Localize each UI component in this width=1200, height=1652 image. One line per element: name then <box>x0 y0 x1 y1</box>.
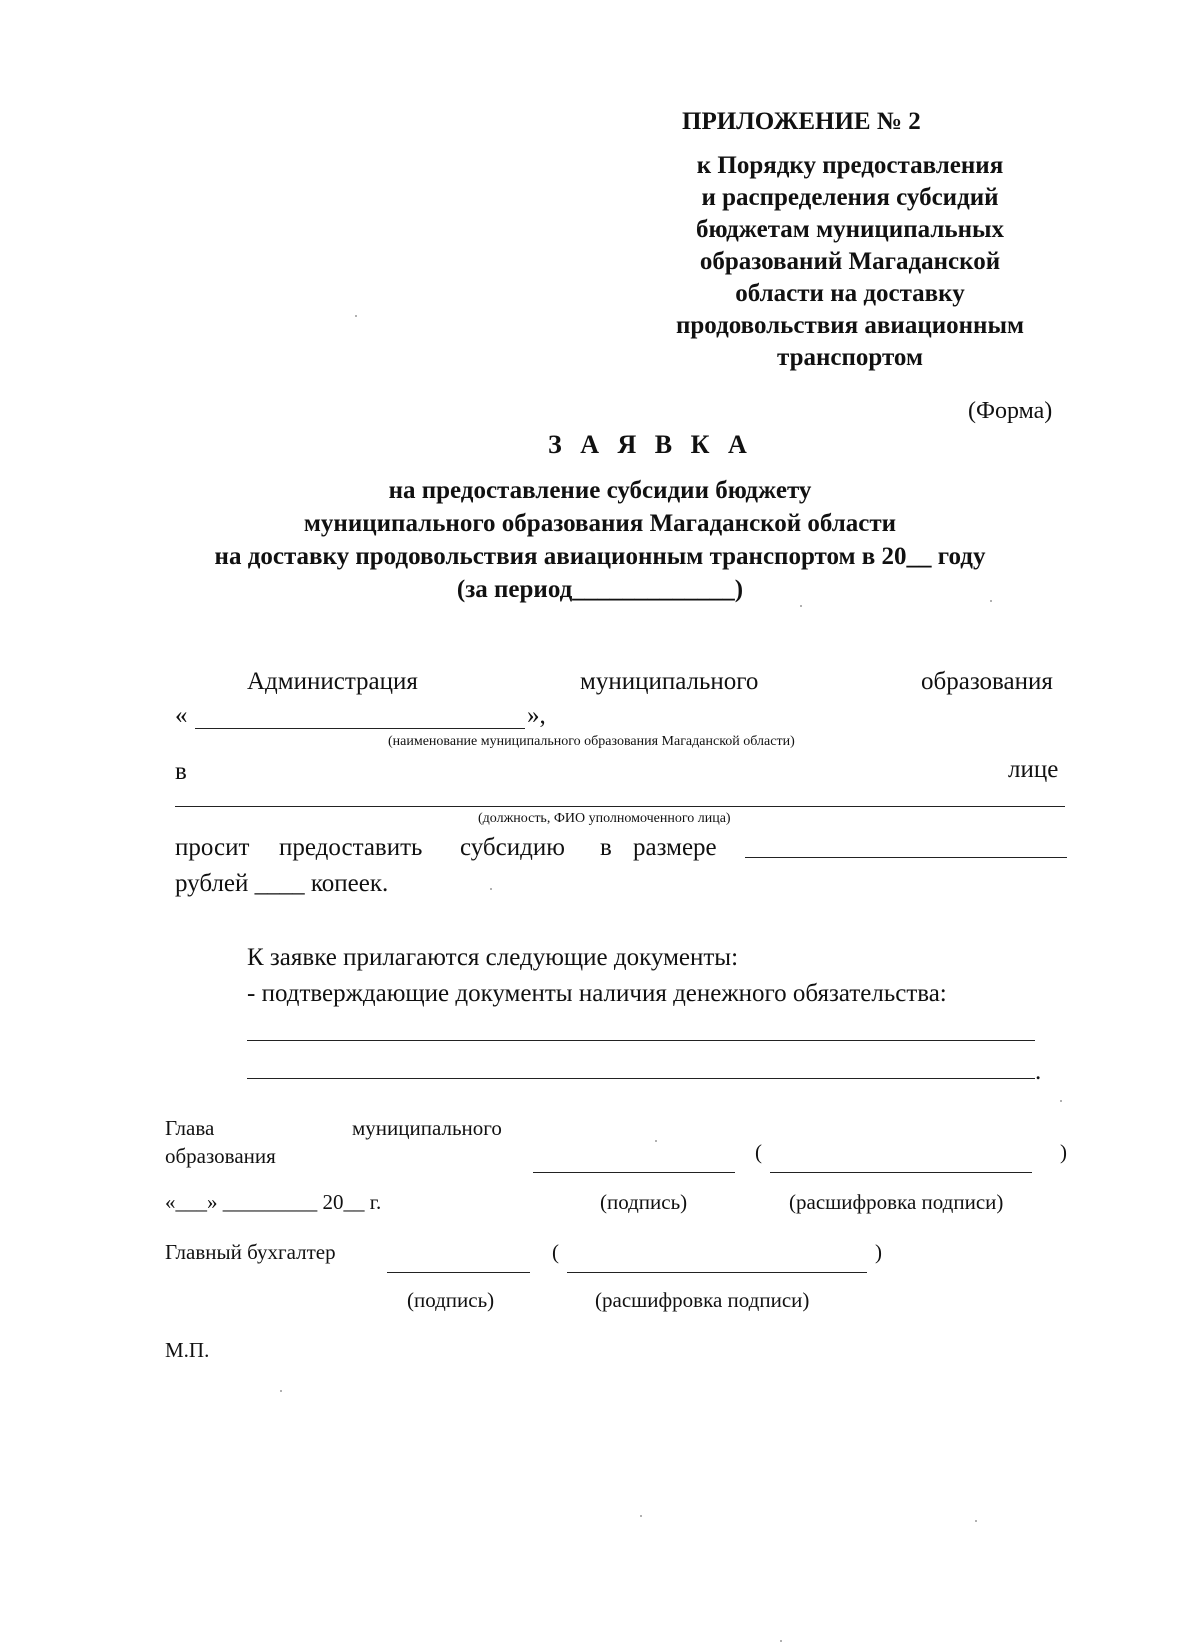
head-formation-word: образования <box>165 1144 276 1168</box>
accountant-decoding-caption: (расшифровка подписи) <box>595 1288 810 1312</box>
appendix-line: к Порядку предоставления <box>696 152 1004 179</box>
attachments-intro: К заявке прилагаются следующие документы: <box>247 944 739 971</box>
accountant-paren-close: ) <box>875 1240 882 1264</box>
v-word: в <box>175 758 187 785</box>
scan-speck <box>355 315 357 317</box>
accountant-label: Главный бухгалтер <box>165 1240 336 1264</box>
attachments-end: . <box>1035 1058 1042 1085</box>
accountant-paren-open: ( <box>552 1240 559 1264</box>
scan-speck <box>975 1520 977 1522</box>
appendix-title: ПРИЛОЖЕНИЕ № 2 <box>682 108 921 135</box>
attachment-line-2[interactable] <box>247 1078 1035 1079</box>
scan-speck <box>640 1515 642 1517</box>
formation-word: образования <box>921 668 1053 695</box>
municipal-word: муниципального <box>580 668 759 695</box>
scan-speck <box>490 888 492 890</box>
head-municipal-word: муниципального <box>352 1116 502 1140</box>
stamp-label: М.П. <box>165 1338 210 1362</box>
document-subtitle <box>0 474 1200 606</box>
appendix-line: продовольствия авиационным <box>676 312 1024 339</box>
accountant-signature-field[interactable] <box>387 1272 530 1273</box>
paren-close: ) <box>1060 1140 1067 1164</box>
appendix-subtitle <box>600 150 1100 374</box>
subsidy-amount-field[interactable] <box>745 857 1067 858</box>
admin-word: Администрация <box>247 668 418 695</box>
appendix-line: образований Магаданской <box>699 248 1001 275</box>
accountant-decoding-field[interactable] <box>567 1272 867 1273</box>
appendix-line: бюджетам муниципальных <box>695 216 1005 243</box>
scan-speck <box>990 600 992 602</box>
attachments-item: - подтверждающие документы наличия денежного обязательства: <box>247 980 947 1007</box>
scan-speck <box>1060 1100 1062 1102</box>
request-word: субсидию <box>460 834 565 861</box>
subtitle-line: на предоставление субсидии бюджету <box>388 477 812 504</box>
face-word: лице <box>1008 756 1059 783</box>
form-label: (Форма) <box>968 398 1053 424</box>
accountant-signature-caption: (подпись) <box>407 1288 495 1312</box>
scan-speck <box>800 605 802 607</box>
head-decoding-field[interactable] <box>770 1172 1032 1173</box>
appendix-line: и распределения субсидий <box>701 184 999 211</box>
subtitle-line: муниципального образования Магаданской области <box>303 510 897 537</box>
head-signature-caption: (подпись) <box>600 1190 688 1214</box>
appendix-line: области на доставку <box>735 280 965 307</box>
subtitle-line: на доставку продовольствия авиационным транспортом в 20__ году <box>214 543 986 570</box>
quote-open: « <box>175 702 188 729</box>
head-signature-field[interactable] <box>533 1172 735 1173</box>
attachment-line-1[interactable] <box>247 1040 1035 1041</box>
subtitle-line: (за период_____________) <box>456 576 744 603</box>
request-word: размере <box>633 834 717 861</box>
head-word: Глава <box>165 1116 215 1140</box>
municipality-name-field[interactable] <box>195 728 525 729</box>
head-decoding-caption: (расшифровка подписи) <box>789 1190 1004 1214</box>
official-position-caption: (должность, ФИО уполномоченного лица) <box>478 811 731 826</box>
rubles-text: рублей ____ копеек. <box>175 870 389 897</box>
request-word: предоставить <box>279 834 423 861</box>
request-word: в <box>600 834 612 861</box>
municipality-name-caption: (наименование муниципального образования Магаданской области) <box>388 734 795 749</box>
appendix-line: транспортом <box>777 344 923 371</box>
paren-open: ( <box>755 1140 762 1164</box>
scan-speck <box>280 1390 282 1392</box>
scan-speck <box>655 1140 657 1142</box>
official-position-field[interactable] <box>175 806 1065 807</box>
date-field[interactable]: «___» _________ 20__ г. <box>165 1190 382 1214</box>
document-title: З А Я В К А <box>548 430 753 459</box>
request-word: просит <box>175 834 250 861</box>
quote-close: », <box>527 702 546 729</box>
scan-speck <box>780 1640 782 1642</box>
